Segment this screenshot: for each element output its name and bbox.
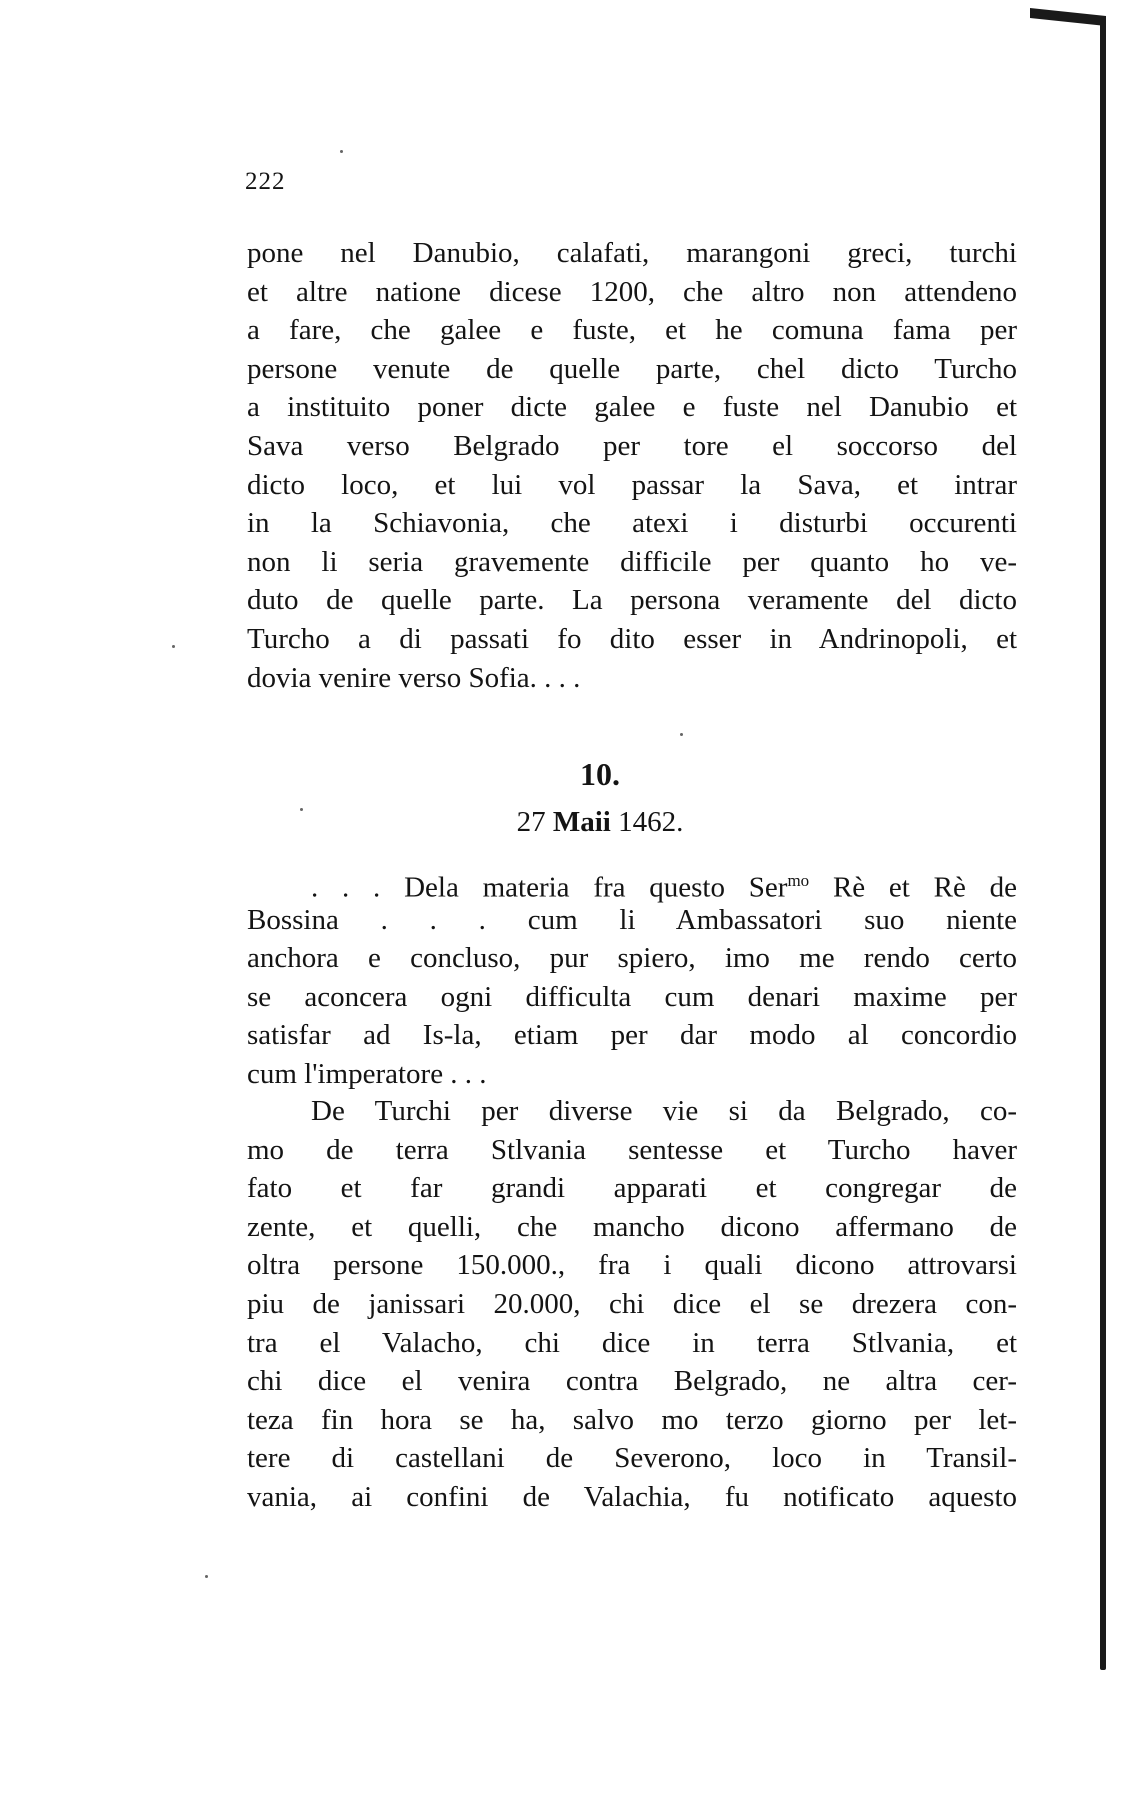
- paragraph-letter: [247, 862, 1017, 1094]
- text-line: non li seria gravemente difficile per quanto ho ve-: [247, 545, 1017, 578]
- scan-speck: [300, 808, 303, 811]
- scan-shadow-top: [1030, 8, 1106, 26]
- text-line: vania, ai confini de Valachia, fu notificato aquesto: [247, 1480, 1017, 1513]
- text-line: cum l'imperatore . . .: [247, 1057, 487, 1090]
- text-line: fato et far grandi apparati et congregar de: [247, 1172, 1017, 1205]
- document-number: 10.: [580, 756, 620, 792]
- scan-speck: [340, 150, 343, 153]
- text-fragment: . . . Dela materia fra questo Ser: [311, 871, 788, 904]
- text-line: persone venute de quelle parte, chel dicto Turcho: [247, 352, 1017, 385]
- text-line: zente, et quelli, che mancho dicono affermano de: [247, 1210, 1017, 1243]
- text-line: [247, 862, 1018, 904]
- text-line: duto de quelle parte. La persona veramente del dicto: [247, 584, 1017, 617]
- scan-speck: [205, 1575, 208, 1578]
- date-day: 27: [516, 806, 553, 838]
- text-line: satisfar ad Is-la, etiam per dar modo al concordio: [247, 1019, 1017, 1052]
- text-line: De Turchi per diverse vie si da Belgrado, co-: [311, 1095, 1017, 1127]
- text-line: dovia venire verso Sofia. . . .: [247, 661, 581, 694]
- text-line: piu de janissari 20.000, chi dice el se drezera con-: [247, 1287, 1017, 1320]
- document-date: [0, 806, 1140, 839]
- text-line: se aconcera ogni difficulta cum denari maxime per: [247, 980, 1017, 1013]
- text-line: Bossina . . . cum li Ambassatori suo niente: [247, 903, 1017, 936]
- scan-speck: [172, 645, 175, 648]
- text-line: tra el Valacho, chi dice in terra Stlvania, et: [247, 1326, 1017, 1359]
- page-number: 222: [245, 168, 286, 195]
- text-fragment: Rè et Rè de: [809, 871, 1018, 904]
- text-line: et altre natione dicese 1200, che altro non attendeno: [247, 275, 1017, 308]
- text-line: chi dice el venira contra Belgrado, ne altra cer-: [247, 1365, 1017, 1398]
- text-line: oltra persone 150.000., fra i quali dicono attrovarsi: [247, 1249, 1017, 1282]
- paragraph-continuation: [247, 234, 1017, 697]
- text-line: in la Schiavonia, che atexi i disturbi occurenti: [247, 507, 1017, 540]
- paragraph-turchi: [247, 1092, 1017, 1517]
- text-line: teza fin hora se ha, salvo mo terzo giorno per let-: [247, 1403, 1017, 1436]
- date-year: 1462.: [610, 806, 684, 838]
- text-line: a instituito poner dicte galee e fuste nel Danubio et: [247, 391, 1017, 424]
- date-month: Maii: [552, 806, 611, 838]
- text-line: pone nel Danubio, calafati, marangoni greci, turchi: [247, 237, 1017, 269]
- text-line: dicto loco, et lui vol passar la Sava, et intrar: [247, 468, 1017, 501]
- text-line: a fare, che galee e fuste, et he comuna fama per: [247, 314, 1017, 347]
- text-line: Turcho a di passati fo dito esser in Andrinopoli, et: [247, 622, 1017, 655]
- superscript-mo: mo: [787, 871, 810, 890]
- scan-speck: [680, 733, 683, 736]
- text-line: tere di castellani de Severono, loco in Transil-: [247, 1442, 1017, 1475]
- text-line: Sava verso Belgrado per tore el soccorso del: [247, 429, 1017, 462]
- scan-shadow-edge: [1100, 20, 1106, 1670]
- text-line: anchora e concluso, pur spiero, imo me rendo certo: [247, 942, 1017, 975]
- text-line: mo de terra Stlvania sentesse et Turcho haver: [247, 1133, 1017, 1166]
